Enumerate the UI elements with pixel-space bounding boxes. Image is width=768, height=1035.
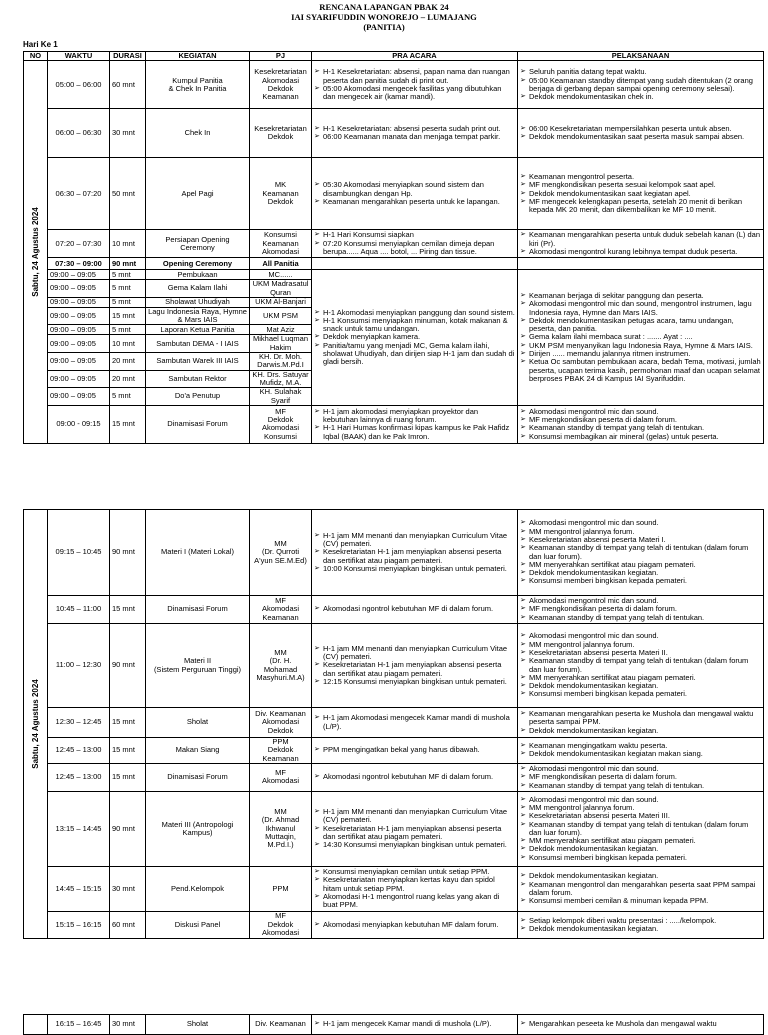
waktu-cell: 09:00 – 09:05 bbox=[48, 353, 110, 371]
bullet-item: ➢ Konsumsi memberi cemilan & minuman kepada PPM. bbox=[520, 897, 761, 905]
bullet-item: ➢ H-1 Konsumsi menyiapkan minuman, kotak makanan & snack untuk tamu undangan. bbox=[314, 317, 515, 334]
kegiatan-cell: Dinamisasi Forum bbox=[146, 763, 250, 791]
bullet-item: ➢ 05:00 Akomodasi mengecek fasilitas yang dibutuhkan dan mengecek air (kamar mandi). bbox=[314, 85, 515, 102]
durasi-cell: 15 mnt bbox=[110, 307, 146, 325]
pj-cell: Mikhael Luqman Hakim bbox=[250, 335, 312, 353]
pra-cell-list bbox=[314, 714, 515, 731]
bullet-item: ➢ Kesekretariatan H-1 jam menyiapkan absensi peserta dan sertifikat atau piagam pemateri. bbox=[314, 825, 515, 842]
pelaksanaan-cell bbox=[518, 911, 764, 938]
bullet-item: ➢ Dekdok mendokumentasikan kegiatan. bbox=[520, 845, 761, 853]
waktu-cell: 09:00 – 09:05 bbox=[48, 270, 110, 280]
table-row bbox=[24, 61, 764, 109]
bullet-item: ➢ UKM PSM menyanyikan lagu Indonesia Raya, Hymne & Mars IAIS. bbox=[520, 342, 761, 350]
bullet-item: ➢ Dekdok mendokumentasikan kegiatan. bbox=[520, 682, 761, 690]
bullet-item: ➢ Keamanan mengarahkan peserta untuk ke lapangan. bbox=[314, 198, 515, 206]
pra-cell-list bbox=[314, 532, 515, 573]
schedule-table-1 bbox=[23, 51, 764, 444]
pj-cell: MC...... bbox=[250, 270, 312, 280]
pelaksanaan-cell bbox=[518, 763, 764, 791]
waktu-cell: 07:30 – 09:00 bbox=[48, 258, 110, 270]
bullet-item: ➢ Dekdok mendokumentasikan saat kegiatan apel. bbox=[520, 190, 761, 198]
title-line-3: (PANITIA) bbox=[363, 22, 405, 32]
table-row bbox=[24, 158, 764, 230]
pra-cell bbox=[312, 230, 518, 258]
bullet-item: ➢ MM menyerahkan sertifikat atau piagam pemateri. bbox=[520, 837, 761, 845]
pelaksanaan-cell-list bbox=[520, 408, 761, 441]
pelaksanaan-cell bbox=[518, 1015, 764, 1035]
waktu-cell: 11:00 – 12:30 bbox=[48, 624, 110, 708]
pelaksanaan-cell bbox=[518, 708, 764, 738]
pj-cell: Konsumsi Keamanan Akomodasi bbox=[250, 230, 312, 258]
bullet-item: ➢ Keamanan mengontrol peserta. bbox=[520, 173, 761, 181]
kegiatan-cell: Chek In bbox=[146, 109, 250, 158]
pelaksanaan-cell-list bbox=[520, 125, 761, 142]
bullet-item: ➢ Panitia/tamu yang menjadi MC, Gema kalam ilahi, sholawat Uhudiyah, dan dirijen siap H-1 jam dan sudah di gladi bersih. bbox=[314, 342, 515, 367]
pelaksanaan-cell-list bbox=[520, 519, 761, 585]
bullet-item: ➢ MM menyerahkan sertifikat atau piagam pemateri. bbox=[520, 674, 761, 682]
bullet-item: ➢ H-1 jam MM menanti dan menyiapkan Curriculum Vitae (CV) pemateri. bbox=[314, 532, 515, 549]
bullet-item: ➢ Dekdok mendokumentasikan saat peserta masuk sampai absen. bbox=[520, 133, 761, 141]
bullet-item: ➢ PPM mengingatkan bekal yang harus dibawah. bbox=[314, 746, 515, 754]
date-cell bbox=[24, 61, 48, 444]
kegiatan-cell: Sholat bbox=[146, 1015, 250, 1035]
kegiatan-cell: Sholawat Uhudiyah bbox=[146, 297, 250, 307]
durasi-cell: 5 mnt bbox=[110, 388, 146, 406]
table-row bbox=[24, 738, 764, 764]
kegiatan-cell: Lagu Indonesia Raya, Hymne & Mars IAIS bbox=[146, 307, 250, 325]
bullet-item: ➢ Keamanan standby di tempat yang telah di tentukan. bbox=[520, 424, 761, 432]
bullet-item: ➢ Konsumsi menyiapkan cemilan untuk setiap PPM. bbox=[314, 868, 515, 876]
schedule-table-3 bbox=[23, 1014, 764, 1035]
pra-cell-list bbox=[314, 68, 515, 101]
bullet-item: ➢ Seluruh panitia datang tepat waktu. bbox=[520, 68, 761, 76]
pra-cell-list bbox=[314, 645, 515, 686]
durasi-cell: 90 mnt bbox=[110, 624, 146, 708]
bullet-item: ➢ H-1 jam Akomodasi mengecek Kamar mandi di mushola (L/P). bbox=[314, 714, 515, 731]
pj-cell: MK Keamanan Dekdok bbox=[250, 158, 312, 230]
pj-cell: MM (Dr. H. Mohamad Masyhuri.M.A) bbox=[250, 624, 312, 708]
pelaksanaan-cell bbox=[518, 109, 764, 158]
pj-cell: UKM Madrasatul Quran bbox=[250, 280, 312, 298]
pelaksanaan-cell bbox=[518, 596, 764, 624]
kegiatan-cell: Sambutan Warek III IAIS bbox=[146, 353, 250, 371]
durasi-cell: 90 mnt bbox=[110, 510, 146, 596]
durasi-cell: 20 mnt bbox=[110, 353, 146, 371]
kegiatan-cell: Pend.Kelompok bbox=[146, 866, 250, 911]
bullet-item: ➢ MM mengontrol jalannya forum. bbox=[520, 528, 761, 536]
waktu-cell: 09:15 – 10:45 bbox=[48, 510, 110, 596]
pra-cell bbox=[312, 738, 518, 764]
bullet-item: ➢ 05:00 Keamanan standby ditempat yang sudah ditentukan (2 orang berjaga di gerbang depan sampai opening ceremony selesai). bbox=[520, 77, 761, 94]
bullet-item: ➢ Konsumsi membagikan air mineral (gelas) untuk peserta. bbox=[520, 433, 761, 441]
date-cell bbox=[24, 1015, 48, 1035]
pj-cell: MF Dekdok Akomodasi bbox=[250, 911, 312, 938]
waktu-cell: 05:00 – 06:00 bbox=[48, 61, 110, 109]
pj-cell: Div. Keamanan Akomodasi Dekdok bbox=[250, 708, 312, 738]
bullet-item: ➢ Akomodasi mengontrol mic dan sound. bbox=[520, 765, 761, 773]
kegiatan-cell: Sambutan Rektor bbox=[146, 370, 250, 388]
bullet-item: ➢ 05:30 Akomodasi menyiapkan sound sistem dan disambungkan dengan Hp. bbox=[314, 181, 515, 198]
schedule-table-2 bbox=[23, 509, 764, 939]
pj-cell: PPM Dekdok Keamanan bbox=[250, 738, 312, 764]
bullet-item: ➢ H-1 Hari Konsumsi siapkan bbox=[314, 231, 515, 239]
table-row bbox=[24, 624, 764, 708]
pra-cell-list bbox=[314, 773, 515, 781]
pra-cell-list bbox=[314, 231, 515, 256]
waktu-cell: 06:30 – 07:20 bbox=[48, 158, 110, 230]
bullet-item: ➢ Konsumsi memberi bingkisan kepada pemateri. bbox=[520, 854, 761, 862]
bullet-item: ➢ 14:30 Konsumsi menyiapkan bingkisan untuk pemateri. bbox=[314, 841, 515, 849]
kegiatan-cell: Do'a Penutup bbox=[146, 388, 250, 406]
pj-cell: Mat Aziz bbox=[250, 325, 312, 335]
pj-cell: Kesekretariatan Akomodasi Dekdok Keamanan bbox=[250, 61, 312, 109]
bullet-item: ➢ Akomodasi mengontrol mic dan sound. bbox=[520, 796, 761, 804]
bullet-item: ➢ Dekdok menyiapkan kamera. bbox=[314, 333, 515, 341]
pelaksanaan-cell-list bbox=[520, 1020, 761, 1028]
waktu-cell: 13:15 – 14:45 bbox=[48, 791, 110, 866]
bullet-item: ➢ 06:00 Keamanan manata dan menjaga tempat parkir. bbox=[314, 133, 515, 141]
date-label: Sabtu, 24 Agustus 2024 bbox=[30, 207, 40, 297]
bullet-item: ➢ Akomodasi mengontrol kurang lebihnya tempat duduk peserta. bbox=[520, 248, 761, 256]
bullet-item: ➢ Akomodasi mengontrol mic dan sound. bbox=[520, 408, 761, 416]
kegiatan-cell: Apel Pagi bbox=[146, 158, 250, 230]
bullet-item: ➢ Dirijen ...... memandu jalannya ritmen instrumen. bbox=[520, 350, 761, 358]
col-kegiatan: KEGIATAN bbox=[146, 52, 250, 61]
bullet-item: ➢ Dekdok mendokumentasikan kegiatan. bbox=[520, 727, 761, 735]
pra-cell bbox=[312, 61, 518, 109]
durasi-cell: 10 mnt bbox=[110, 230, 146, 258]
bullet-item: ➢ Kesekretariatan menyiapkan kertas kayu dan spidol hitam untuk setiap PPM. bbox=[314, 876, 515, 893]
bullet-item: ➢ 12:15 Konsumsi menyiapkan bingkisan untuk pemateri. bbox=[314, 678, 515, 686]
pelaksanaan-cell bbox=[518, 510, 764, 596]
bullet-item: ➢ Akomodasi mengontrol mic dan sound, mengontrol instrumen, lagu Indonesia raya, Hymne dan Mars IAIS. bbox=[520, 300, 761, 317]
waktu-cell: 12:45 – 13:00 bbox=[48, 738, 110, 764]
bullet-item: ➢ H-1 jam MM menanti dan menyiapkan Curriculum Vitae (CV) pemateri. bbox=[314, 645, 515, 662]
bullet-item: ➢ H-1 Kesekretariatan: absensi, papan nama dan ruangan peserta dan panitia sudah di print out. bbox=[314, 68, 515, 85]
pj-cell: KH. Dr. Moh. Darwis.M.Pd.I bbox=[250, 353, 312, 371]
pra-cell bbox=[312, 791, 518, 866]
pelaksanaan-cell-list bbox=[520, 292, 761, 383]
bullet-item: ➢ Keamanan standby di tempat yang telah di tentukan. bbox=[520, 614, 761, 622]
bullet-item: ➢ Gema kalam ilahi membaca surat : ....... Ayat : .... bbox=[520, 333, 761, 341]
col-no: NO bbox=[24, 52, 48, 61]
pj-cell: MM (Dr. Ahmad Ikhwanul Muttaqin, M.Pd.I.) bbox=[250, 791, 312, 866]
col-durasi: DURASI bbox=[110, 52, 146, 61]
kegiatan-cell: Kumpul Panitia & Chek In Panitia bbox=[146, 61, 250, 109]
bullet-item: ➢ Keamanan mengarahkan peserta ke Mushola dan mengawal waktu peserta sampai PPM. bbox=[520, 710, 761, 727]
waktu-cell: 09:00 - 09:15 bbox=[48, 405, 110, 443]
durasi-cell: 20 mnt bbox=[110, 370, 146, 388]
bullet-item: ➢ Ketua Oc sambutan pembukaan acara, bedah Tema, motivasi, jumlah peserta, ucapan terima kasih, permohonan maaf dan ucapan selamat berproses PBAK 24 di Kampus IAI Syarifuddin. bbox=[520, 358, 761, 383]
bullet-item: ➢ H-1 jam mengecek Kamar mandi di mushola (L/P). bbox=[314, 1020, 515, 1028]
pj-cell: MF Akomodasi bbox=[250, 763, 312, 791]
pra-cell bbox=[312, 270, 518, 406]
pra-cell-list bbox=[314, 181, 515, 206]
bullet-item: ➢ Kesekretariatan absensi peserta Materi II. bbox=[520, 649, 761, 657]
pelaksanaan-cell-list bbox=[520, 710, 761, 735]
pra-cell bbox=[312, 510, 518, 596]
pra-cell bbox=[312, 624, 518, 708]
waktu-cell: 07:20 – 07:30 bbox=[48, 230, 110, 258]
durasi-cell: 15 mnt bbox=[110, 708, 146, 738]
bullet-item: ➢ Keamanan standby di tempat yang telah di tentukan. bbox=[520, 782, 761, 790]
bullet-item: ➢ Kesekretariatan absensi peserta Materi I. bbox=[520, 536, 761, 544]
kegiatan-cell: Materi II (Sistem Perguruan Tinggi) bbox=[146, 624, 250, 708]
durasi-cell: 15 mnt bbox=[110, 405, 146, 443]
bullet-item: ➢ Kesekretariatan H-1 jam menyiapkan absensi peserta dan sertifikat atau piagam pemateri. bbox=[314, 548, 515, 565]
pelaksanaan-cell bbox=[518, 258, 764, 270]
bullet-item: ➢ H-1 jam MM menanti dan menyiapkan Curriculum Vitae (CV) pemateri. bbox=[314, 808, 515, 825]
pra-cell-list bbox=[314, 605, 515, 613]
bullet-item: ➢ MF mengkondisikan peserta sesuai kelompok saat apel. bbox=[520, 181, 761, 189]
durasi-cell: 30 mnt bbox=[110, 866, 146, 911]
bullet-item: ➢ Keamanan berjaga di sekitar panggung dan peserta. bbox=[520, 292, 761, 300]
pelaksanaan-cell bbox=[518, 624, 764, 708]
pra-cell bbox=[312, 911, 518, 938]
bullet-item: ➢ Dekdok mendokumentasikan kegiatan. bbox=[520, 569, 761, 577]
pj-cell: Kesekretariatan Dekdok bbox=[250, 109, 312, 158]
bullet-item: ➢ H-1 Hari Humas konfirmasi kipas kampus ke Pak Hafidz Iqbal (BAAK) dan ke Pak Imron. bbox=[314, 424, 515, 441]
pj-cell: KH. Drs. Satuyar Mufidz, M.A. bbox=[250, 370, 312, 388]
bullet-item: ➢ Dekdok mendokumentasikan kegiatan makan siang. bbox=[520, 750, 761, 758]
durasi-cell: 5 mnt bbox=[110, 280, 146, 298]
kegiatan-cell: Dinamisasi Forum bbox=[146, 405, 250, 443]
pj-cell: UKM Al-Banjari bbox=[250, 297, 312, 307]
pelaksanaan-cell-list bbox=[520, 231, 761, 256]
pra-cell bbox=[312, 405, 518, 443]
kegiatan-cell: Pembukaan bbox=[146, 270, 250, 280]
waktu-cell: 09:00 – 09:05 bbox=[48, 388, 110, 406]
pelaksanaan-cell bbox=[518, 405, 764, 443]
bullet-item: ➢ MF mengkondisikan peserta di dalam forum. bbox=[520, 773, 761, 781]
bullet-item: ➢ 07:20 Konsumsi menyiapkan cemilan dimeja depan berupa...... Aqua .... botol, ... Piring dan tissue. bbox=[314, 240, 515, 257]
waktu-cell: 09:00 – 09:05 bbox=[48, 280, 110, 298]
pra-cell-list bbox=[314, 125, 515, 142]
pj-cell: All Panitia bbox=[250, 258, 312, 270]
col-waktu: WAKTU bbox=[48, 52, 110, 61]
pelaksanaan-cell-list bbox=[520, 597, 761, 622]
waktu-cell: 15:15 – 16:15 bbox=[48, 911, 110, 938]
bullet-item: ➢ Kesekretariatan absensi peserta Materi III. bbox=[520, 812, 761, 820]
pelaksanaan-cell-list bbox=[520, 872, 761, 905]
bullet-item: ➢ Konsumsi memberi bingkisan kepada pemateri. bbox=[520, 577, 761, 585]
bullet-item: ➢ 06:00 Kesekretariatan mempersilahkan peserta untuk absen. bbox=[520, 125, 761, 133]
bullet-item: ➢ Akomodasi mengontrol mic dan sound. bbox=[520, 597, 761, 605]
kegiatan-cell: Opening Ceremony bbox=[146, 258, 250, 270]
durasi-cell: 60 mnt bbox=[110, 61, 146, 109]
bullet-item: ➢ MF mengkondisikan peserta di dalam forum. bbox=[520, 416, 761, 424]
bullet-item: ➢ Mengarahkan peseeta ke Mushola dan mengawal waktu bbox=[520, 1020, 761, 1028]
bullet-item: ➢ Keamanan mengingatkam waktu peserta. bbox=[520, 742, 761, 750]
bullet-item: ➢ Dekdok mendokumentasikan kegiatan. bbox=[520, 872, 761, 880]
pelaksanaan-cell bbox=[518, 866, 764, 911]
pelaksanaan-cell-list bbox=[520, 765, 761, 790]
day-label: Hari Ke 1 bbox=[23, 40, 58, 49]
pelaksanaan-cell-list bbox=[520, 173, 761, 214]
bullet-item: ➢ Akomodasi ngontrol kebutuhan MF di dalam forum. bbox=[314, 605, 515, 613]
table-row bbox=[24, 270, 764, 280]
pra-cell bbox=[312, 763, 518, 791]
durasi-cell: 30 mnt bbox=[110, 109, 146, 158]
pra-cell bbox=[312, 109, 518, 158]
bullet-item: ➢ H-1 jam akomodasi menyiapkan proyektor dan kebutuhan lainnya di ruang forum. bbox=[314, 408, 515, 425]
durasi-cell: 15 mnt bbox=[110, 738, 146, 764]
durasi-cell: 10 mnt bbox=[110, 335, 146, 353]
pj-cell: MM (Dr. Qurroti A'yun SE.M.Ed) bbox=[250, 510, 312, 596]
pelaksanaan-cell-list bbox=[520, 796, 761, 862]
bullet-item: ➢ Akomodasi menyiapkan kebutuhan MF dalam forum. bbox=[314, 921, 515, 929]
waktu-cell: 10:45 – 11:00 bbox=[48, 596, 110, 624]
waktu-cell: 09:00 – 09:05 bbox=[48, 297, 110, 307]
bullet-item: ➢ Keamanan mengarahkan peserta untuk duduk sebelah kanan (L) dan kiri (Pr). bbox=[520, 231, 761, 248]
table-row bbox=[24, 763, 764, 791]
pra-cell bbox=[312, 596, 518, 624]
pra-cell-list bbox=[314, 309, 515, 367]
kegiatan-cell: Sambutan DEMA - I IAIS bbox=[146, 335, 250, 353]
bullet-item: ➢ MF mengecek kelengkapan peserta, setelah 20 menit di berikan kepada MK 20 menit, dan dikembalikan ke MF 10 menit. bbox=[520, 198, 761, 215]
pelaksanaan-cell bbox=[518, 230, 764, 258]
title-line-2: IAI SYARIFUDDIN WONOREJO – LUMAJANG bbox=[291, 12, 477, 22]
table-row bbox=[24, 510, 764, 596]
kegiatan-cell: Persiapan Opening Ceremony bbox=[146, 230, 250, 258]
pra-cell-list bbox=[314, 868, 515, 909]
bullet-item: ➢ Keamanan standby di tempat yang telah di tentukan (dalam forum dan luar forum). bbox=[520, 821, 761, 838]
durasi-cell: 50 mnt bbox=[110, 158, 146, 230]
durasi-cell: 90 mnt bbox=[110, 258, 146, 270]
table-row bbox=[24, 791, 764, 866]
table-row bbox=[24, 1015, 764, 1035]
bullet-item: ➢ MF mengkondisikan peserta di dalam forum. bbox=[520, 605, 761, 613]
durasi-cell: 15 mnt bbox=[110, 596, 146, 624]
table-header-row bbox=[24, 52, 764, 61]
bullet-item: ➢ Dekdok mendokumentasikan petugas acara, tamu undangan, peserta, dan panitia. bbox=[520, 317, 761, 334]
table-row bbox=[24, 866, 764, 911]
durasi-cell: 5 mnt bbox=[110, 325, 146, 335]
pra-cell bbox=[312, 708, 518, 738]
table-row bbox=[24, 258, 764, 270]
kegiatan-cell: Makan Siang bbox=[146, 738, 250, 764]
bullet-item: ➢ MM mengontrol jalannya forum. bbox=[520, 641, 761, 649]
col-pelaksanaan: PELAKSANAAN bbox=[518, 52, 764, 61]
date-cell bbox=[24, 510, 48, 939]
table-row bbox=[24, 708, 764, 738]
waktu-cell: 12:45 – 13:00 bbox=[48, 763, 110, 791]
bullet-item: ➢ Akomodasi mengontrol mic dan sound. bbox=[520, 632, 761, 640]
bullet-item: ➢ Kesekretariatan H-1 jam menyiapkan absensi peserta dan sertifikat atau piagam pemateri. bbox=[314, 661, 515, 678]
pelaksanaan-cell-list bbox=[520, 68, 761, 101]
col-pra-acara: PRA ACARA bbox=[312, 52, 518, 61]
pra-cell-list bbox=[314, 808, 515, 849]
table-row bbox=[24, 405, 764, 443]
bullet-item: ➢ Dekdok mendokumentasikan kegiatan. bbox=[520, 925, 761, 933]
bullet-item: ➢ Dekdok mendokumentasikan chek in. bbox=[520, 93, 761, 101]
bullet-item: ➢ Akomodasi H-1 mengontrol ruang kelas yang akan di buat PPM. bbox=[314, 893, 515, 910]
table-row bbox=[24, 230, 764, 258]
pelaksanaan-cell bbox=[518, 61, 764, 109]
pj-cell: PPM bbox=[250, 866, 312, 911]
pj-cell: Div. Keamanan bbox=[250, 1015, 312, 1035]
kegiatan-cell: Materi I (Materi Lokal) bbox=[146, 510, 250, 596]
bullet-item: ➢ Keamanan standby di tempat yang telah di tentukan (dalam forum dan luar forum). bbox=[520, 544, 761, 561]
pelaksanaan-cell-list bbox=[520, 917, 761, 934]
pra-cell-list bbox=[314, 1020, 515, 1028]
pelaksanaan-cell bbox=[518, 791, 764, 866]
table-row bbox=[24, 109, 764, 158]
waktu-cell: 09:00 – 09:05 bbox=[48, 325, 110, 335]
bullet-item: ➢ Konsumsi memberi bingkisan kepada pemateri. bbox=[520, 690, 761, 698]
pra-cell bbox=[312, 1015, 518, 1035]
durasi-cell: 5 mnt bbox=[110, 270, 146, 280]
bullet-item: ➢ Akomodasi ngontrol kebutuhan MF di dalam forum. bbox=[314, 773, 515, 781]
waktu-cell: 09:00 – 09:05 bbox=[48, 370, 110, 388]
bullet-item: ➢ MM menyerahkan sertifikat atau piagam pemateri. bbox=[520, 561, 761, 569]
col-pj: PJ bbox=[250, 52, 312, 61]
pra-cell bbox=[312, 866, 518, 911]
bullet-item: ➢ Keamanan mengontrol dan mengarahkan peserta saat PPM sampai dalam forum. bbox=[520, 881, 761, 898]
document-title bbox=[0, 2, 768, 32]
waktu-cell: 16:15 – 16:45 bbox=[48, 1015, 110, 1035]
pelaksanaan-cell bbox=[518, 158, 764, 230]
kegiatan-cell: Diskusi Panel bbox=[146, 911, 250, 938]
date-label: Sabtu, 24 Agustus 2024 bbox=[30, 679, 40, 769]
durasi-cell: 30 mnt bbox=[110, 1015, 146, 1035]
pelaksanaan-cell-list bbox=[520, 742, 761, 759]
kegiatan-cell: Dinamisasi Forum bbox=[146, 596, 250, 624]
table-row bbox=[24, 596, 764, 624]
bullet-item: ➢ H-1 Kesekretariatan: absensi peserta sudah print out. bbox=[314, 125, 515, 133]
durasi-cell: 90 mnt bbox=[110, 791, 146, 866]
kegiatan-cell: Laporan Ketua Panitia bbox=[146, 325, 250, 335]
bullet-item: ➢ Setiap kelompok diberi waktu presentasi : ...../kelompok. bbox=[520, 917, 761, 925]
pj-cell: MF Dekdok Akomodasi Konsumsi bbox=[250, 405, 312, 443]
kegiatan-cell: Gema Kalam Ilahi bbox=[146, 280, 250, 298]
table-row bbox=[24, 911, 764, 938]
pelaksanaan-cell bbox=[518, 270, 764, 406]
pj-cell: MF Akomodasi Keamanan bbox=[250, 596, 312, 624]
waktu-cell: 14:45 – 15:15 bbox=[48, 866, 110, 911]
title-line-1: RENCANA LAPANGAN PBAK 24 bbox=[319, 2, 449, 12]
bullet-item: ➢ MM mengontrol jalannya forum. bbox=[520, 804, 761, 812]
kegiatan-cell: Materi III (Antropologi Kampus) bbox=[146, 791, 250, 866]
bullet-item: ➢ H-1 Akomodasi menyiapkan panggung dan sound sistem. bbox=[314, 309, 515, 317]
pj-cell: KH. Sulahak Syarif bbox=[250, 388, 312, 406]
bullet-item: ➢ Akomodasi mengontrol mic dan sound. bbox=[520, 519, 761, 527]
pra-cell-list bbox=[314, 408, 515, 441]
bullet-item: ➢ Keamanan standby di tempat yang telah di tentukan (dalam forum dan luar forum). bbox=[520, 657, 761, 674]
pra-cell-list bbox=[314, 746, 515, 754]
pra-cell bbox=[312, 258, 518, 270]
pra-cell bbox=[312, 158, 518, 230]
durasi-cell: 15 mnt bbox=[110, 763, 146, 791]
waktu-cell: 09:00 – 09:05 bbox=[48, 335, 110, 353]
bullet-item: ➢ 10:00 Konsumsi menyiapkan bingkisan untuk pemateri. bbox=[314, 565, 515, 573]
durasi-cell: 60 mnt bbox=[110, 911, 146, 938]
pj-cell: UKM PSM bbox=[250, 307, 312, 325]
pelaksanaan-cell bbox=[518, 738, 764, 764]
durasi-cell: 5 mnt bbox=[110, 297, 146, 307]
waktu-cell: 06:00 – 06:30 bbox=[48, 109, 110, 158]
kegiatan-cell: Sholat bbox=[146, 708, 250, 738]
pelaksanaan-cell-list bbox=[520, 632, 761, 698]
waktu-cell: 09:00 – 09:05 bbox=[48, 307, 110, 325]
pra-cell-list bbox=[314, 921, 515, 929]
waktu-cell: 12:30 – 12:45 bbox=[48, 708, 110, 738]
